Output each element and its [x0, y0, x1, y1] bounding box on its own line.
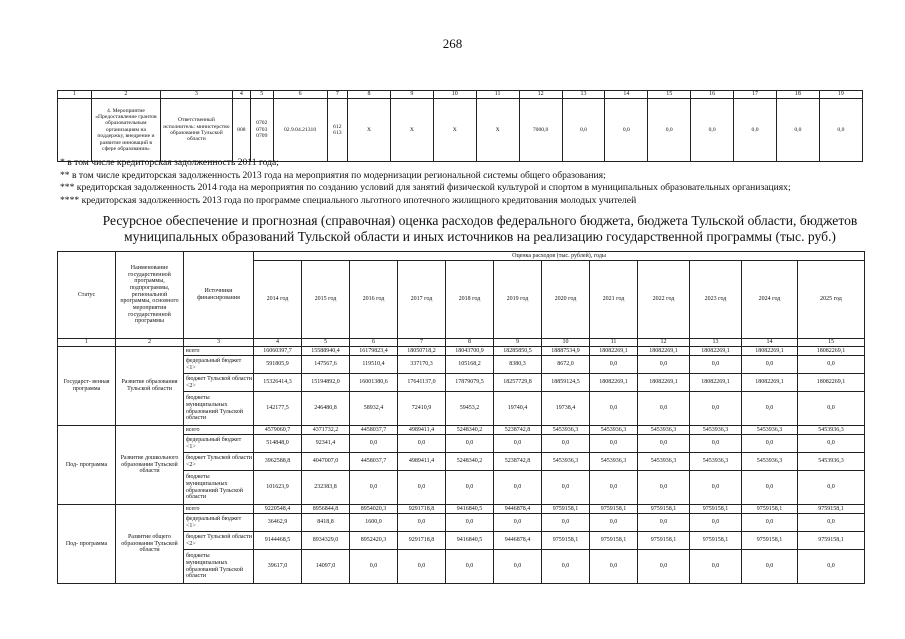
value-cell: 0,0 [798, 356, 865, 374]
value-cell: 17879079,5 [446, 374, 494, 392]
value-cell: 4458037,7 [350, 453, 398, 471]
value-cell: 0,0 [494, 514, 542, 532]
value-cell: 16060397,7 [254, 347, 302, 356]
value-cell: 5453936,3 [590, 453, 638, 471]
row-funding-source: федеральный бюджет <1> [184, 356, 254, 374]
column-number-cell: 1 [58, 91, 92, 99]
value-cell: 5453936,3 [690, 453, 742, 471]
value-cell: 147567,6 [302, 356, 350, 374]
table-row [58, 505, 865, 514]
value-cell: 9416840,5 [446, 532, 494, 550]
row-funding-source: бюджеты муниципальных образований Тульской области [184, 471, 254, 505]
row-funding-source: всего [184, 426, 254, 435]
value-cell: 18859124,5 [542, 374, 590, 392]
value-cell: 337170,3 [398, 356, 446, 374]
column-number-cell: 13 [690, 339, 742, 347]
row-program-name: Развитие образования Тульской области [116, 347, 184, 426]
value-cell: 19738,4 [542, 392, 590, 426]
top-table-cell: X [390, 99, 433, 162]
column-number-cell: 12 [519, 91, 562, 99]
column-number-cell: 7 [398, 339, 446, 347]
value-cell: 5453936,3 [690, 426, 742, 435]
value-cell: 9759158,1 [690, 505, 742, 514]
column-number-cell: 5 [302, 339, 350, 347]
row-funding-source: федеральный бюджет <1> [184, 435, 254, 453]
value-cell: 0,0 [638, 392, 690, 426]
column-number-cell: 3 [184, 339, 254, 347]
value-cell: 18257729,8 [494, 374, 542, 392]
top-table-cell: 0,0 [605, 99, 648, 162]
value-cell: 0,0 [590, 435, 638, 453]
top-table-column-numbers [58, 91, 863, 99]
value-cell: 0,0 [590, 471, 638, 505]
year-header: 2018 год [446, 261, 494, 339]
value-cell: 16179823,4 [350, 347, 398, 356]
year-header: 2024 год [742, 261, 798, 339]
value-cell: 15588940,4 [302, 347, 350, 356]
header-status: Статус [58, 252, 116, 339]
value-cell: 0,0 [638, 356, 690, 374]
value-cell: 0,0 [690, 514, 742, 532]
value-cell: 8934329,0 [302, 532, 350, 550]
value-cell: 514848,0 [254, 435, 302, 453]
column-number-cell: 15 [648, 91, 691, 99]
top-table-cell: X [348, 99, 391, 162]
year-header: 2025 год [798, 261, 865, 339]
year-header: 2021 год [590, 261, 638, 339]
value-cell: 9759158,1 [590, 532, 638, 550]
row-funding-source: бюджеты муниципальных образований Тульской области [184, 392, 254, 426]
value-cell: 0,0 [742, 435, 798, 453]
column-number-cell: 18 [776, 91, 819, 99]
value-cell: 101623,9 [254, 471, 302, 505]
value-cell: 0,0 [690, 471, 742, 505]
row-funding-source: бюджет Тульской области <2> [184, 532, 254, 550]
value-cell: 1600,0 [350, 514, 398, 532]
value-cell: 0,0 [494, 471, 542, 505]
value-cell: 9446878,4 [494, 532, 542, 550]
top-table-row [58, 99, 863, 162]
value-cell: 8418,8 [302, 514, 350, 532]
column-number-cell: 17 [734, 91, 777, 99]
column-number-cell: 9 [390, 91, 433, 99]
column-number-cell: 3 [161, 91, 233, 99]
value-cell: 18082269,1 [798, 374, 865, 392]
value-cell: 9291718,8 [398, 505, 446, 514]
column-number-cell: 14 [742, 339, 798, 347]
column-number-cell: 2 [91, 91, 160, 99]
value-cell: 4579060,7 [254, 426, 302, 435]
value-cell: 0,0 [398, 550, 446, 584]
value-cell: 0,0 [590, 514, 638, 532]
footnote: ** в том числе кредиторская задолженность 2013 года на мероприятия по модернизации региональной системы общего образования; [60, 169, 606, 181]
value-cell: 5453936,3 [742, 453, 798, 471]
value-cell: 0,0 [350, 550, 398, 584]
value-cell: 8952420,3 [350, 532, 398, 550]
value-cell: 0,0 [398, 471, 446, 505]
value-cell: 0,0 [742, 392, 798, 426]
value-cell: 8956844,8 [302, 505, 350, 514]
value-cell: 0,0 [798, 550, 865, 584]
row-status: Государст- венная программа [58, 347, 116, 426]
value-cell: 39617,0 [254, 550, 302, 584]
value-cell: 18082269,1 [690, 374, 742, 392]
value-cell: 5453936,3 [638, 453, 690, 471]
column-number-cell: 10 [433, 91, 476, 99]
value-cell: 18043700,9 [446, 347, 494, 356]
value-cell: 18285850,5 [494, 347, 542, 356]
value-cell: 5453936,3 [590, 426, 638, 435]
column-number-cell: 14 [605, 91, 648, 99]
value-cell: 36462,9 [254, 514, 302, 532]
value-cell: 9759158,1 [638, 505, 690, 514]
top-table-cell: 0,0 [691, 99, 734, 162]
page-number: 268 [442, 36, 463, 51]
value-cell: 105168,2 [446, 356, 494, 374]
top-table-cell: 02.9.04.21310 [273, 99, 327, 162]
value-cell: 4989411,4 [398, 453, 446, 471]
value-cell: 0,0 [690, 392, 742, 426]
value-cell: 0,0 [494, 550, 542, 584]
value-cell: 18082269,1 [590, 347, 638, 356]
value-cell: 0,0 [798, 514, 865, 532]
value-cell: 0,0 [446, 435, 494, 453]
value-cell: 8672,0 [542, 356, 590, 374]
row-status: Под- программа [58, 505, 116, 584]
footnote: * в том числе кредиторская задолженность 2011 года; [60, 157, 279, 168]
value-cell: 4989411,4 [398, 426, 446, 435]
column-number-cell: 10 [542, 339, 590, 347]
top-table-cell: 808 [232, 99, 250, 162]
column-number-cell: 1 [58, 339, 116, 347]
value-cell: 9759158,1 [742, 505, 798, 514]
value-cell: 72410,9 [398, 392, 446, 426]
value-cell: 4047007,0 [302, 453, 350, 471]
top-table-cell: 0702 0703 0709 [251, 99, 273, 162]
column-number-cell: 12 [638, 339, 690, 347]
column-number-cell: 6 [273, 91, 327, 99]
value-cell: 5453936,3 [742, 426, 798, 435]
value-cell: 0,0 [638, 435, 690, 453]
value-cell: 0,0 [690, 435, 742, 453]
value-cell: 9759158,1 [638, 532, 690, 550]
value-cell: 18082269,1 [742, 374, 798, 392]
row-program-name: Развитие дошкольного образования Тульской области [116, 426, 184, 505]
value-cell: 0,0 [742, 550, 798, 584]
top-table-cell: X [476, 99, 519, 162]
table-row [58, 347, 865, 356]
top-table-cell: Ответственный исполнитель: министерство образования Тульской области [161, 99, 233, 162]
value-cell: 0,0 [742, 356, 798, 374]
value-cell: 15194892,0 [302, 374, 350, 392]
value-cell: 8380,3 [494, 356, 542, 374]
top-table-cell: 0,0 [819, 99, 862, 162]
value-cell: 0,0 [590, 392, 638, 426]
value-cell: 18050718,2 [398, 347, 446, 356]
column-number-cell: 6 [350, 339, 398, 347]
value-cell: 0,0 [690, 356, 742, 374]
value-cell: 0,0 [542, 514, 590, 532]
column-number-cell: 15 [798, 339, 865, 347]
resource-estimate-table [57, 251, 865, 584]
column-number-cell: 4 [232, 91, 250, 99]
column-number-cell: 4 [254, 339, 302, 347]
top-table-cell: 0,0 [648, 99, 691, 162]
header-name: Наименование государственной программы, подпрограммы, региональной программы, основного мероприятия государственной программы [116, 252, 184, 339]
column-number-cell: 16 [691, 91, 734, 99]
column-number-cell: 2 [116, 339, 184, 347]
value-cell: 9416840,5 [446, 505, 494, 514]
year-header: 2016 год [350, 261, 398, 339]
column-number-cell: 5 [251, 91, 273, 99]
value-cell: 5453936,3 [798, 426, 865, 435]
row-funding-source: всего [184, 505, 254, 514]
main-table-column-numbers [58, 339, 865, 347]
row-funding-source: всего [184, 347, 254, 356]
value-cell: 9291718,8 [398, 532, 446, 550]
top-table-cell: 0,0 [776, 99, 819, 162]
value-cell: 9759158,1 [742, 532, 798, 550]
value-cell: 5453936,3 [542, 426, 590, 435]
value-cell: 0,0 [798, 471, 865, 505]
value-cell: 0,0 [350, 471, 398, 505]
row-status: Под- программа [58, 426, 116, 505]
top-activity-table [57, 90, 863, 162]
year-header: 2014 год [254, 261, 302, 339]
value-cell: 119510,4 [350, 356, 398, 374]
row-funding-source: бюджеты муниципальных образований Тульской области [184, 550, 254, 584]
year-header: 2022 год [638, 261, 690, 339]
value-cell: 8954020,3 [350, 505, 398, 514]
value-cell: 5453936,3 [542, 453, 590, 471]
value-cell: 0,0 [542, 435, 590, 453]
value-cell: 18082269,1 [590, 374, 638, 392]
top-table-cell: 4. Мероприятие «Предоставление грантов образовательным организациям на поддержку, внедрение и развитие инноваций в сфере образования» [91, 99, 160, 162]
value-cell: 0,0 [638, 550, 690, 584]
value-cell: 0,0 [638, 514, 690, 532]
table-row [58, 426, 865, 435]
column-number-cell: 8 [348, 91, 391, 99]
value-cell: 19740,4 [494, 392, 542, 426]
value-cell: 59453,2 [446, 392, 494, 426]
column-number-cell: 8 [446, 339, 494, 347]
year-header: 2020 год [542, 261, 590, 339]
value-cell: 18082269,1 [742, 347, 798, 356]
value-cell: 0,0 [446, 471, 494, 505]
value-cell: 16001380,6 [350, 374, 398, 392]
column-number-cell: 13 [562, 91, 605, 99]
value-cell: 9759158,1 [798, 505, 865, 514]
value-cell: 9220548,4 [254, 505, 302, 514]
value-cell: 0,0 [638, 471, 690, 505]
value-cell: 15326414,3 [254, 374, 302, 392]
footnotes [60, 157, 900, 207]
footnote: **** кредиторская задолженность 2013 года по программе специального льготного ипотечного жилищного кредитования молодых учителей [60, 194, 637, 206]
value-cell: 5453936,3 [798, 453, 865, 471]
year-header: 2019 год [494, 261, 542, 339]
value-cell: 9759158,1 [690, 532, 742, 550]
value-cell: 9446878,4 [494, 505, 542, 514]
value-cell: 4458037,7 [350, 426, 398, 435]
row-funding-source: бюджет Тульской области <2> [184, 453, 254, 471]
top-table-cell [58, 99, 92, 162]
value-cell: 17641137,0 [398, 374, 446, 392]
column-number-cell: 9 [494, 339, 542, 347]
value-cell: 0,0 [542, 550, 590, 584]
value-cell: 591805,9 [254, 356, 302, 374]
column-number-cell: 11 [476, 91, 519, 99]
row-funding-source: федеральный бюджет <1> [184, 514, 254, 532]
value-cell: 9759158,1 [542, 505, 590, 514]
footnote: *** кредиторская задолженность 2014 года на мероприятия по созданию условий для занятий физической культурой и спортом в муниципальных образовательных организациях; [60, 182, 791, 194]
value-cell: 5248340,2 [446, 426, 494, 435]
value-cell: 0,0 [590, 550, 638, 584]
value-cell: 18082269,1 [690, 347, 742, 356]
value-cell: 4371732,2 [302, 426, 350, 435]
value-cell: 18082269,1 [798, 347, 865, 356]
value-cell: 246480,8 [302, 392, 350, 426]
value-cell: 0,0 [590, 356, 638, 374]
value-cell: 0,0 [742, 471, 798, 505]
header-estimate: Оценка расходов (тыс. рублей), годы [254, 252, 865, 261]
value-cell: 18082269,1 [638, 374, 690, 392]
top-table-cell: 0,0 [562, 99, 605, 162]
year-header: 2023 год [690, 261, 742, 339]
value-cell: 9759158,1 [542, 532, 590, 550]
value-cell: 5238742,8 [494, 453, 542, 471]
value-cell: 0,0 [798, 435, 865, 453]
value-cell: 0,0 [446, 514, 494, 532]
main-table-header-row-1 [58, 252, 865, 261]
top-table-cell: 7000,0 [519, 99, 562, 162]
value-cell: 0,0 [798, 392, 865, 426]
value-cell: 14097,0 [302, 550, 350, 584]
column-number-cell: 7 [327, 91, 347, 99]
value-cell: 0,0 [350, 435, 398, 453]
top-table-cell: X [433, 99, 476, 162]
value-cell: 5248340,2 [446, 453, 494, 471]
value-cell: 232383,8 [302, 471, 350, 505]
top-table-cell: 612 613 [327, 99, 347, 162]
value-cell: 0,0 [446, 550, 494, 584]
top-table-cell: 0,0 [734, 99, 777, 162]
value-cell: 9144468,5 [254, 532, 302, 550]
value-cell: 5238742,8 [494, 426, 542, 435]
row-funding-source: бюджет Тульской области <2> [184, 374, 254, 392]
value-cell: 5453936,3 [638, 426, 690, 435]
row-program-name: Развитие общего образования Тульской области [116, 505, 184, 584]
value-cell: 3962588,8 [254, 453, 302, 471]
value-cell: 142177,5 [254, 392, 302, 426]
value-cell: 9759158,1 [590, 505, 638, 514]
year-header: 2015 год [302, 261, 350, 339]
value-cell: 18887534,9 [542, 347, 590, 356]
value-cell: 0,0 [690, 550, 742, 584]
value-cell: 0,0 [742, 514, 798, 532]
column-number-cell: 11 [590, 339, 638, 347]
value-cell: 0,0 [494, 435, 542, 453]
header-sources: Источники финансирования [184, 252, 254, 339]
value-cell: 0,0 [542, 471, 590, 505]
value-cell: 0,0 [398, 435, 446, 453]
value-cell: 0,0 [398, 514, 446, 532]
value-cell: 18082269,1 [638, 347, 690, 356]
year-header: 2017 год [398, 261, 446, 339]
value-cell: 9759158,1 [798, 532, 865, 550]
value-cell: 58932,4 [350, 392, 398, 426]
column-number-cell: 19 [819, 91, 862, 99]
value-cell: 92341,4 [302, 435, 350, 453]
document-heading: Ресурсное обеспечение и прогнозная (справочная) оценка расходов федерального бюджета, бюджета Тульской области, бюджетов муниципальных образований Тульской области и иных источников на реализацию государственной программы (тыс. руб.) [102, 213, 858, 244]
